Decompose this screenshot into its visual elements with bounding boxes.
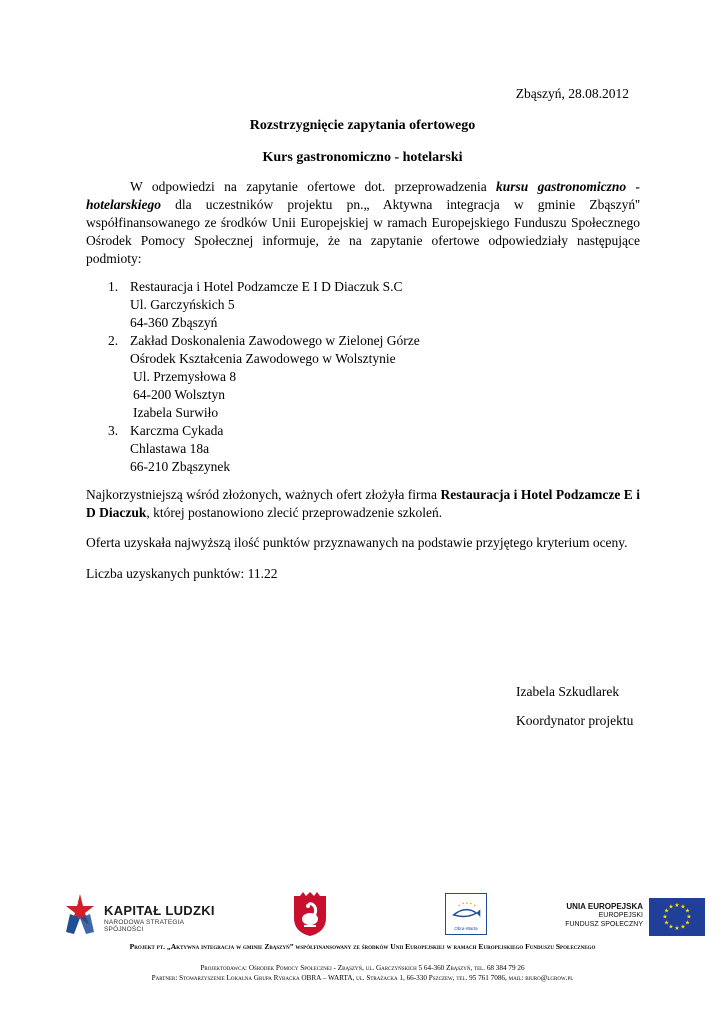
best-offer-firm: Restauracja i Hotel Podzamcze E i D Diaczuk <box>86 487 640 520</box>
obra-warta-logo <box>445 893 487 935</box>
signature-name: Izabela Szkudlarek <box>516 684 620 699</box>
svg-text:★: ★ <box>663 907 670 915</box>
best-offer-text-start: Najkorzystniejszą wśród złożonych, ważnych ofert złożyła firma <box>86 487 441 502</box>
offer-number: 1. <box>108 279 119 294</box>
kapital-ludzki-title: KAPITAŁ LUDZKI <box>104 903 215 918</box>
intro-text-end: dla uczestników projektu pn.„ Aktywna integracja w gminie Zbąszyń'' współfinansowanego ze środków Unii Europejskiej w ramach Europejskiego Funduszu Społecznego Ośrodek Pomocy Społecznej informuje, że na zapytanie ofertowe odpowiedziały następujące podmioty: <box>86 197 640 266</box>
svg-text:★: ★ <box>684 907 691 915</box>
offer-line: 64-360 Zbąszyń <box>130 315 218 330</box>
footer-applicant-line: Projektodawca: Ośrodek Pomocy Społecznej - Zbąszyń, ul. Garczyńskich 5 64-360 Zbąszyń, tel. 68 384 79 26 <box>200 964 525 972</box>
eu-flag-icon <box>649 898 705 936</box>
offer-line: Izabela Surwiło <box>133 405 219 420</box>
offer-score-note: Oferta uzyskała najwyższą ilość punktów przyznawanych na podstawie przyjętego kryterium oceny. <box>86 535 628 550</box>
offer-number: 2. <box>108 333 119 348</box>
document-subtitle: Kurs gastronomiczno - hotelarski <box>262 150 463 165</box>
offer-number: 3. <box>108 423 119 438</box>
svg-text:★: ★ <box>686 913 692 921</box>
offer-item <box>86 332 640 422</box>
svg-text:★: ★ <box>684 919 691 927</box>
svg-text:★: ★ <box>674 902 680 909</box>
offer-line: Ul. Garczyńskich 5 <box>130 297 235 312</box>
offers-list <box>86 278 640 476</box>
offer-item <box>86 278 640 332</box>
offer-line: Ul. Przemysłowa 8 <box>133 369 237 384</box>
intro-paragraph <box>86 178 640 268</box>
best-offer-paragraph <box>86 486 640 522</box>
offer-line: Chlastawa 18a <box>130 441 210 456</box>
eu-fund-line2: FUNDUSZ SPOŁECZNY <box>565 921 643 928</box>
offer-line: Restauracja i Hotel Podzamcze E I D Diaczuk S.C <box>130 279 403 294</box>
offer-item <box>86 422 640 476</box>
offer-line: Zakład Doskonalenia Zawodowego w Zielonej Górze <box>130 333 420 348</box>
signature-role: Koordynator projektu <box>516 713 634 728</box>
points-line: Liczba uzyskanych punktów: 11.22 <box>86 566 278 581</box>
svg-text:★: ★ <box>674 925 680 932</box>
kapital-ludzki-logo <box>64 890 224 938</box>
eu-title: UNIA EUROPEJSKA <box>566 902 643 911</box>
offer-line: 64-200 Wolsztyn <box>133 387 226 402</box>
svg-text:★: ★ <box>662 913 668 921</box>
footer-project-line: Projekt pt. „Aktywna integracja w gminie Zbąszyń” współfinansowany ze środków Unii Europejskiej w ramach Europejskiego Funduszu Społecznego <box>129 942 596 951</box>
kapital-ludzki-subtitle: NARODOWA STRATEGIA SPÓJNOŚCI <box>104 919 184 933</box>
intro-text-start: W odpowiedzi na zapytanie ofertowe dot. przeprowadzenia <box>130 179 497 194</box>
offer-line: Ośrodek Kształcenia Zawodowego w Wolsztynie <box>130 351 396 366</box>
svg-text:★: ★ <box>680 903 686 911</box>
best-offer-text-end: , której postanowiono zlecić przeprowadzenie szkoleń. <box>146 505 443 520</box>
svg-text:★: ★ <box>668 923 674 931</box>
obra-warta-label: Obra-Warta <box>454 926 478 931</box>
eu-logo <box>560 898 705 938</box>
document-date: Zbąszyń, 28.08.2012 <box>515 86 629 101</box>
document-title: Rozstrzygnięcie zapytania ofertowego <box>249 118 476 133</box>
zbaszyn-crest-icon <box>290 892 330 938</box>
svg-text:★: ★ <box>668 903 674 911</box>
eu-logo-text <box>565 902 643 929</box>
course-name: kursu gastronomiczno - hotelarskiego <box>86 179 640 212</box>
eu-fund-line1: EUROPEJSKI <box>598 912 643 919</box>
kapital-ludzki-star-icon <box>64 892 96 936</box>
footer-partner-line: Partner: Stowarzyszenie Lokalna Grupa Rybacka OBRA – WARTA, ul. Strażacka 1, 66-330 Pszczew, tel. 95 761 7086, mail: biuro@lgrow.pl <box>151 974 574 982</box>
svg-text:★: ★ <box>663 919 670 927</box>
offer-line: 66-210 Zbąszynek <box>130 459 231 474</box>
offer-line: Karczma Cykada <box>130 423 224 438</box>
svg-text:★: ★ <box>680 923 686 931</box>
